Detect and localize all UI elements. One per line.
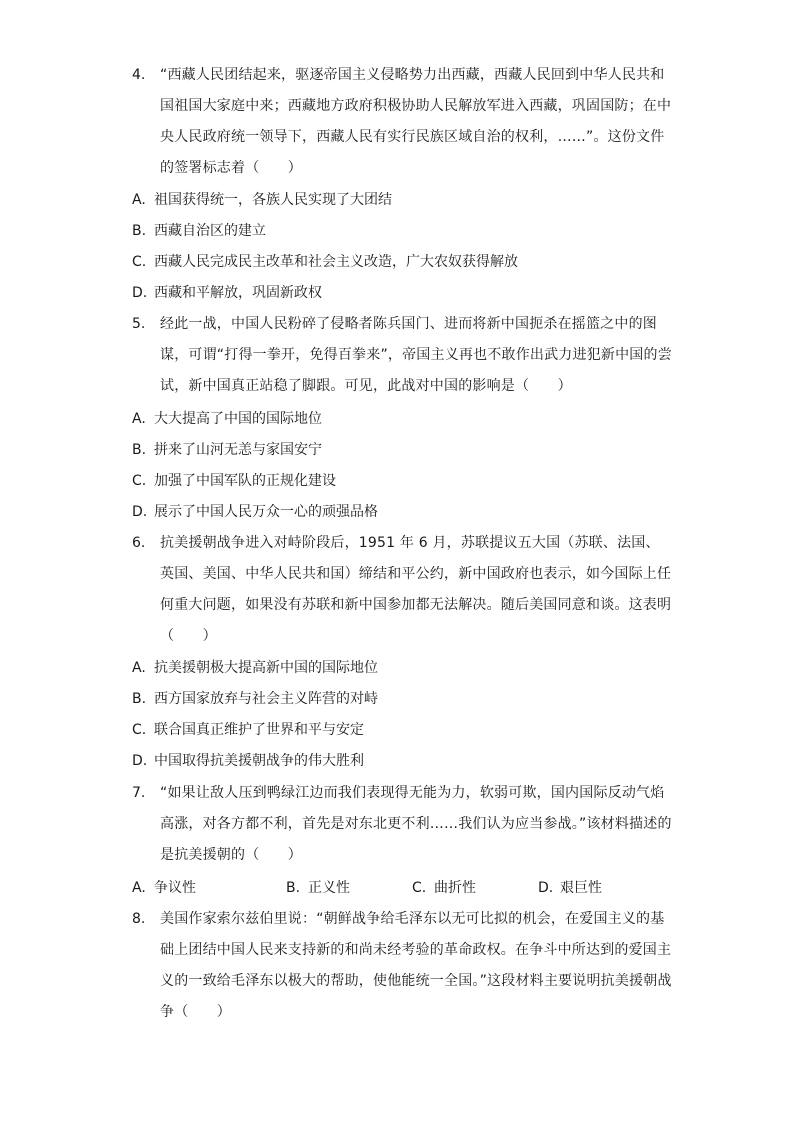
option-text: 艰巨性	[560, 880, 602, 896]
option-a[interactable]	[132, 873, 196, 904]
option-a[interactable]	[132, 404, 322, 435]
option-letter: D.	[132, 753, 148, 769]
option-text: 正义性	[308, 880, 350, 896]
option-letter: B.	[286, 880, 301, 896]
question-6	[132, 528, 672, 652]
option-letter: D.	[132, 285, 148, 301]
option-d[interactable]	[132, 746, 364, 777]
option-letter: C.	[132, 254, 147, 270]
option-letter: C.	[132, 473, 147, 489]
option-text: 西藏自治区的建立	[154, 223, 266, 239]
question-stem: “如果让敌人压到鸭绿江边而我们表现得无能为力，软弱可欺，国内国际反动气焰高涨，对各方都不利，首先是对东北更不利……我们认为应当参战。”该材料描述的是抗美援朝的（ ）	[160, 785, 672, 863]
question-number: 8.	[132, 911, 146, 927]
option-b[interactable]	[132, 216, 266, 247]
option-letter: A.	[132, 660, 146, 676]
question-8	[132, 904, 672, 1028]
option-letter: B.	[132, 223, 147, 239]
option-text: 加强了中国军队的正规化建设	[154, 473, 336, 489]
option-letter: A.	[132, 192, 146, 208]
option-d[interactable]	[132, 497, 378, 528]
question-7	[132, 778, 672, 871]
option-b[interactable]	[286, 873, 350, 904]
option-text: 西藏人民完成民主改革和社会主义改造，广大农奴获得解放	[154, 254, 518, 270]
option-a[interactable]	[132, 185, 392, 216]
question-stem: 抗美援朝战争进入对峙阶段后，1951 年 6 月，苏联提议五大国（苏联、法国、英国、美国、中华人民共和国）缔结和平公约，新中国政府也表示，如今国际上任何重大问题，如果没有苏联和新中国参加都无法解决。随后美国同意和谈。这表明（ ）	[160, 535, 672, 644]
question-stem: 经此一战，中国人民粉碎了侵略者陈兵国门、进而将新中国扼杀在摇篮之中的图谋，可谓“打得一拳开，免得百拳来”，帝国主义再也不敢作出武力进犯新中国的尝试，新中国真正站稳了脚跟。可见，此战对中国的影响是（ ）	[160, 316, 672, 394]
question-4	[132, 60, 672, 184]
option-c[interactable]	[132, 466, 336, 497]
option-c[interactable]	[412, 873, 476, 904]
question-number: 4.	[132, 67, 146, 83]
option-letter: B.	[132, 442, 147, 458]
option-d[interactable]	[538, 873, 602, 904]
option-text: 中国取得抗美援朝战争的伟大胜利	[154, 753, 364, 769]
option-a[interactable]	[132, 653, 378, 684]
option-c[interactable]	[132, 247, 518, 278]
option-text: 大大提高了中国的国际地位	[154, 411, 322, 427]
option-text: 联合国真正维护了世界和平与安定	[154, 722, 364, 738]
option-letter: D.	[538, 880, 554, 896]
option-letter: A.	[132, 411, 146, 427]
question-stem: 美国作家索尔兹伯里说：“朝鲜战争给毛泽东以无可比拟的机会，在爱国主义的基础上团结中国人民来支持新的和尚未经考验的革命政权。在争斗中所达到的爱国主义的一致给毛泽东以极大的帮助，使他能统一全国。”这段材料主要说明抗美援朝战争（ ）	[160, 911, 672, 1020]
option-b[interactable]	[132, 435, 322, 466]
question-5	[132, 309, 672, 402]
question-number: 6.	[132, 535, 146, 551]
option-text: 拼来了山河无恙与家国安宁	[154, 442, 322, 458]
question-stem: “西藏人民团结起来，驱逐帝国主义侵略势力出西藏，西藏人民回到中华人民共和国祖国大家庭中来；西藏地方政府积极协助人民解放军进入西藏，巩固国防；在中央人民政府统一领导下，西藏人民有实行民族区域自治的权利，……”。这份文件的签署标志着（ ）	[160, 67, 672, 176]
option-d[interactable]	[132, 278, 322, 309]
option-letter: D.	[132, 504, 148, 520]
option-letter: C.	[132, 722, 147, 738]
option-text: 曲折性	[434, 880, 476, 896]
option-text: 抗美援朝极大提高新中国的国际地位	[154, 660, 378, 676]
option-text: 展示了中国人民万众一心的顽强品格	[154, 504, 378, 520]
option-text: 争议性	[154, 880, 196, 896]
option-text: 祖国获得统一，各族人民实现了大团结	[154, 192, 392, 208]
option-text: 西藏和平解放，巩固新政权	[154, 285, 322, 301]
question-number: 7.	[132, 785, 146, 801]
option-letter: B.	[132, 691, 147, 707]
option-text: 西方国家放弃与社会主义阵营的对峙	[154, 691, 378, 707]
option-letter: A.	[132, 880, 146, 896]
option-c[interactable]	[132, 715, 364, 746]
question-number: 5.	[132, 316, 146, 332]
option-letter: C.	[412, 880, 427, 896]
option-b[interactable]	[132, 684, 378, 715]
